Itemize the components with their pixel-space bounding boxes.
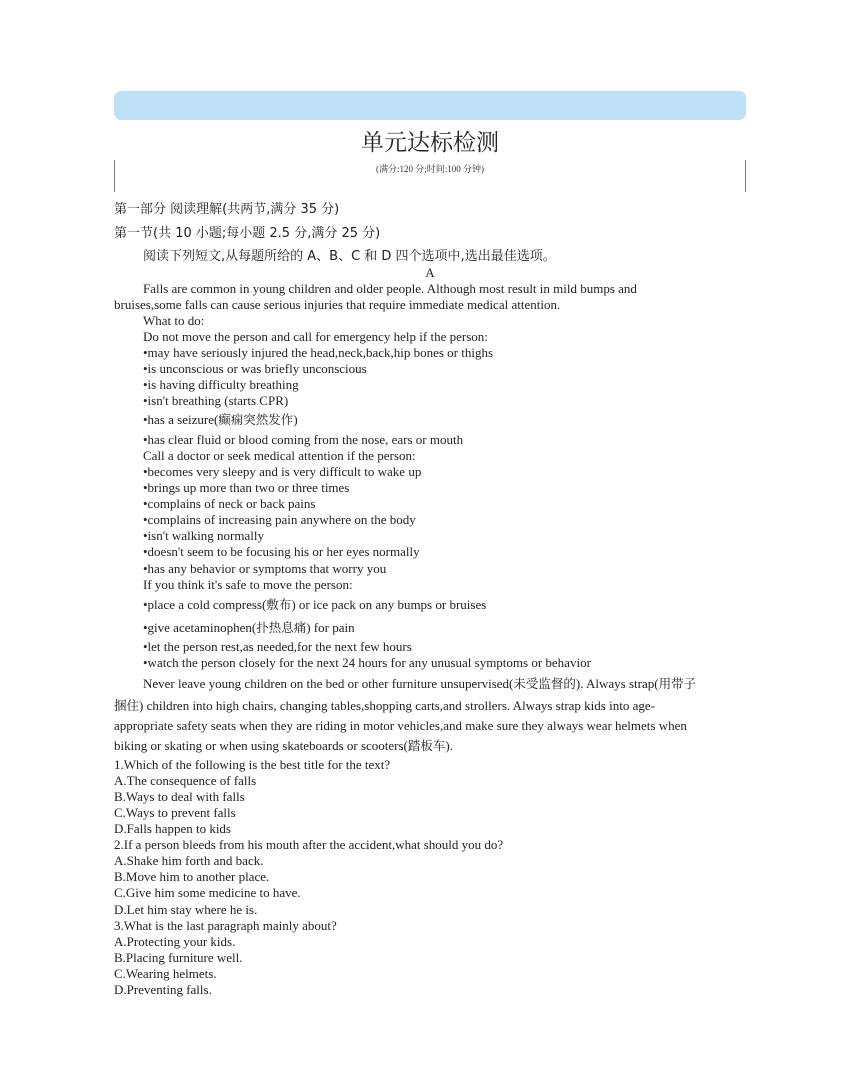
list-item: •isn't walking normally bbox=[143, 528, 264, 543]
last-paragraph-line-2: 捆住) children into high chairs, changing tables,shopping carts,and strollers. Always strap kids into age- bbox=[114, 698, 655, 713]
header-banner bbox=[114, 91, 746, 120]
question-1-stem: 1.Which of the following is the best title for the text? bbox=[114, 757, 391, 772]
last-paragraph-line-3: appropriate safety seats when they are riding in motor vehicles,and make sure they always wear helmets when bbox=[114, 718, 687, 733]
question-3-option-b: B.Placing furniture well. bbox=[114, 950, 243, 965]
list-item: •doesn't seem to be focusing his or her eyes normally bbox=[143, 544, 420, 559]
call-doctor: Call a doctor or seek medical attention if the person: bbox=[143, 448, 416, 463]
safe-move: If you think it's safe to move the person: bbox=[143, 577, 353, 592]
intro-line-1: Falls are common in young children and older people. Although most result in mild bumps and bbox=[143, 281, 637, 296]
list-item: •has any behavior or symptoms that worry you bbox=[143, 561, 387, 576]
list-item: •complains of neck or back pains bbox=[143, 496, 316, 511]
list-item: •brings up more than two or three times bbox=[143, 480, 350, 495]
do-not-move: Do not move the person and call for emergency help if the person: bbox=[143, 329, 488, 344]
list-item: •isn't breathing (starts CPR) bbox=[143, 393, 289, 408]
instruction: 阅读下列短文,从每题所给的 A、B、C 和 D 四个选项中,选出最佳选项。 bbox=[143, 249, 556, 264]
question-2-option-b: B.Move him to another place. bbox=[114, 869, 270, 884]
list-item-acetaminophen: •give acetaminophen(扑热息痛) for pain bbox=[143, 620, 355, 635]
list-item: •has clear fluid or blood coming from the nose, ears or mouth bbox=[143, 432, 464, 447]
list-item: •is having difficulty breathing bbox=[143, 377, 299, 392]
list-item: •let the person rest,as needed,for the next few hours bbox=[143, 639, 412, 654]
page-title: 单元达标检测 bbox=[361, 130, 499, 156]
last-paragraph-line-4: biking or skating or when using skateboards or scooters(踏板车). bbox=[114, 738, 453, 753]
list-item-seizure: •has a seizure(癫痫突然发作) bbox=[143, 412, 298, 427]
question-1-option-c: C.Ways to prevent falls bbox=[114, 805, 236, 820]
question-3-option-d: D.Preventing falls. bbox=[114, 982, 212, 997]
question-1-option-d: D.Falls happen to kids bbox=[114, 821, 231, 836]
question-1-option-b: B.Ways to deal with falls bbox=[114, 789, 245, 804]
question-2-option-d: D.Let him stay where he is. bbox=[114, 902, 258, 917]
question-3-stem: 3.What is the last paragraph mainly about? bbox=[114, 918, 337, 933]
list-item: •complains of increasing pain anywhere on the body bbox=[143, 512, 416, 527]
question-2-option-a: A.Shake him forth and back. bbox=[114, 853, 264, 868]
list-item: •may have seriously injured the head,neck,back,hip bones or thighs bbox=[143, 345, 494, 360]
what-to-do: What to do: bbox=[143, 313, 205, 328]
list-item-compress: •place a cold compress(敷布) or ice pack on any bumps or bruises bbox=[143, 597, 487, 612]
last-paragraph-line-1: Never leave young children on the bed or other furniture unsupervised(未受监督的). Always strap(用带子 bbox=[143, 676, 697, 691]
passage-label: A bbox=[425, 265, 435, 280]
part-heading: 第一部分 阅读理解(共两节,满分 35 分) bbox=[114, 202, 340, 217]
question-1-option-a: A.The consequence of falls bbox=[114, 773, 257, 788]
question-3-option-a: A.Protecting your kids. bbox=[114, 934, 236, 949]
intro-line-2: bruises,some falls can cause serious injuries that require immediate medical attention. bbox=[114, 297, 561, 312]
list-item: •becomes very sleepy and is very difficult to wake up bbox=[143, 464, 422, 479]
question-3-option-c: C.Wearing helmets. bbox=[114, 966, 217, 981]
question-2-option-c: C.Give him some medicine to have. bbox=[114, 885, 301, 900]
question-2-stem: 2.If a person bleeds from his mouth after the accident,what should you do? bbox=[114, 837, 504, 852]
section-heading: 第一节(共 10 小题;每小题 2.5 分,满分 25 分) bbox=[114, 226, 381, 241]
list-item: •watch the person closely for the next 24 hours for any unusual symptoms or behavior bbox=[143, 655, 591, 670]
page-subtitle: (满分:120 分;时间:100 分钟) bbox=[376, 164, 484, 174]
list-item: •is unconscious or was briefly unconscious bbox=[143, 361, 367, 376]
